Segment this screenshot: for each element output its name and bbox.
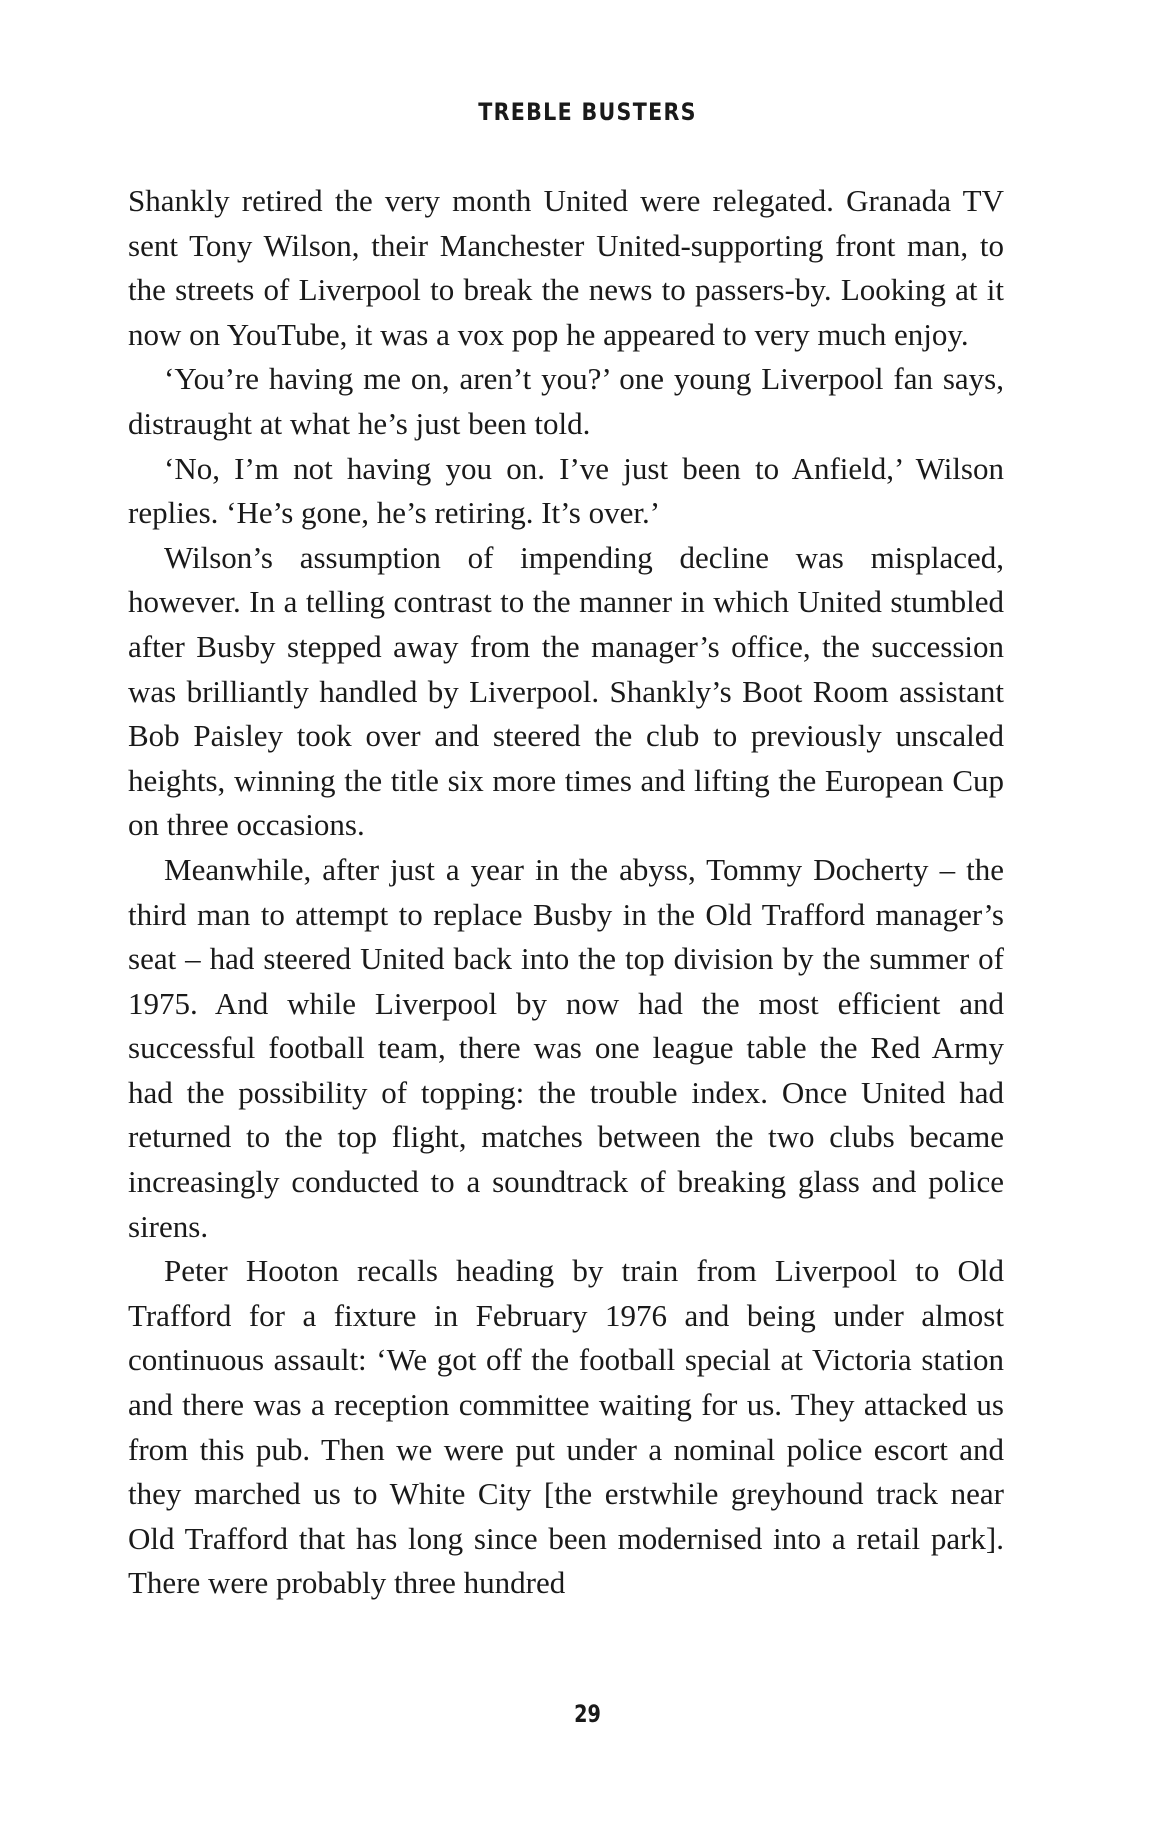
page-number: 29 [574, 1700, 601, 1728]
paragraph: ‘No, I’m not having you on. I’ve just been to Anfield,’ Wilson replies. ‘He’s gone, he’s retiring. It’s over.’ [128, 450, 1004, 531]
running-head: TREBLE BUSTERS [478, 98, 697, 126]
paragraph: Wilson’s assumption of impending decline was misplaced, however. In a telling contrast to the manner in which United stumbled after Busby stepped away from the manager’s office, the succession was brilliantly handled by Liverpool. Shankly’s Boot Room assistant Bob Paisley took over and steered the club to previously unscaled heights, winning the title six more times and lifting the European Cup on three occasions. [128, 539, 1004, 843]
paragraph: Meanwhile, after just a year in the abyss, Tommy Docherty – the third man to attempt to replace Busby in the Old Trafford manager’s seat – had steered United back into the top division by the summer of 1975. And while Liverpool by now had the most efficient and successful football team, there was one league table the Red Army had the possibility of topping: the trouble index. Once United had returned to the top flight, matches between the two clubs became increasingly conducted to a soundtrack of breaking glass and police sirens. [128, 851, 1004, 1244]
body-text [128, 179, 1004, 1606]
paragraph: ‘You’re having me on, aren’t you?’ one young Liverpool fan says, distraught at what he’s just been told. [128, 361, 1004, 441]
paragraph: Shankly retired the very month United were relegated. Granada TV sent Tony Wilson, their Manchester United-supporting front man, to the streets of Liverpool to break the news to passers-by. Looking at it now on YouTube, it was a vox pop he appeared to very much enjoy. [128, 183, 1004, 352]
paragraph: Peter Hooton recalls heading by train from Liverpool to Old Trafford for a fixture in February 1976 and being under almost continuous assault: ‘We got off the football special at Victoria station and there was a reception committee waiting for us. They attacked us from this pub. Then we were put under a nominal police escort and they marched us to White City [the erstwhile greyhound track near Old Trafford that has long since been modernised into a retail park]. There were probably three hundred [128, 1253, 1004, 1601]
